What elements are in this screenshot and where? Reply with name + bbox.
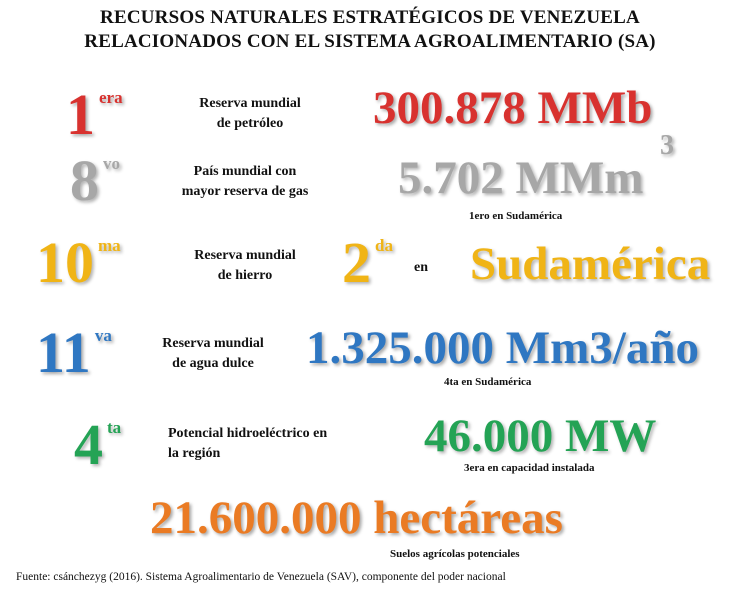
note-suelos: Suelos agrícolas potenciales (390, 548, 520, 560)
note-gas: 1ero en Sudamérica (469, 210, 563, 222)
note-hidro: 3era en capacidad instalada (464, 462, 595, 474)
note-agua: 4ta en Sudamérica (444, 376, 532, 388)
desc-gas (160, 162, 330, 202)
rank-hierro-suffix: ma (98, 236, 121, 255)
value-suelos: 21.600.000 hectáreas (150, 492, 563, 544)
rank-gas (70, 148, 120, 213)
title-line-2: RELACIONADOS CON EL SISTEMA AGROALIMENTARIO (SA) (84, 31, 656, 52)
desc-agua-line2: de agua dulce (172, 356, 254, 371)
rank-agua-suffix: va (94, 326, 112, 345)
rank-petroleo-suffix: era (99, 88, 123, 107)
rank-hierro (36, 230, 121, 295)
rank-petroleo-number: 1 (66, 82, 95, 147)
rank-petroleo (66, 82, 123, 147)
desc-petroleo-line2: de petróleo (216, 116, 284, 131)
desc-hierro-line1: Reserva mundial (194, 248, 296, 263)
rank2-hierro-suffix: da (375, 236, 393, 255)
rank-hidro (74, 412, 122, 477)
connector-hierro: en (414, 260, 428, 275)
desc-agua-line1: Reserva mundial (162, 336, 264, 351)
rank-gas-suffix: vo (103, 154, 120, 173)
desc-gas-line1: País mundial con (193, 164, 297, 179)
rank-gas-number: 8 (70, 148, 99, 213)
value-gas-exponent: 3 (660, 130, 674, 161)
value-hidro: 46.000 MW (424, 410, 657, 462)
value-hierro: Sudamérica (470, 238, 711, 290)
title-line-1: RECURSOS NATURALES ESTRATÉGICOS DE VENEZUELA (100, 7, 640, 28)
rank-agua (36, 320, 112, 385)
value-agua: 1.325.000 Mm3/año (306, 322, 699, 374)
desc-hidro-line1: Potencial hidroeléctrico en (168, 426, 328, 441)
rank-hidro-number: 4 (74, 412, 103, 477)
rank2-hierro (342, 230, 393, 295)
rank2-hierro-number: 2 (342, 230, 371, 295)
desc-hidro-line2: la región (168, 446, 221, 461)
value-petroleo: 300.878 MMb (373, 82, 653, 134)
value-gas: 5.702 MMm (398, 152, 644, 204)
desc-agua (148, 334, 278, 374)
source-citation: Fuente: csánchezyg (2016). Sistema Agroalimentario de Venezuela (SAV), componente del poder nacional (16, 571, 506, 583)
desc-gas-line2: mayor reserva de gas (181, 184, 309, 199)
rank-agua-number: 11 (36, 320, 91, 385)
rank-hidro-suffix: ta (107, 418, 122, 437)
desc-hidro (168, 424, 363, 464)
rank-hierro-number: 10 (36, 230, 94, 295)
desc-petroleo (170, 94, 330, 134)
desc-hierro (170, 246, 320, 286)
desc-petroleo-line1: Reserva mundial (199, 96, 301, 111)
desc-hierro-line2: de hierro (217, 268, 273, 283)
